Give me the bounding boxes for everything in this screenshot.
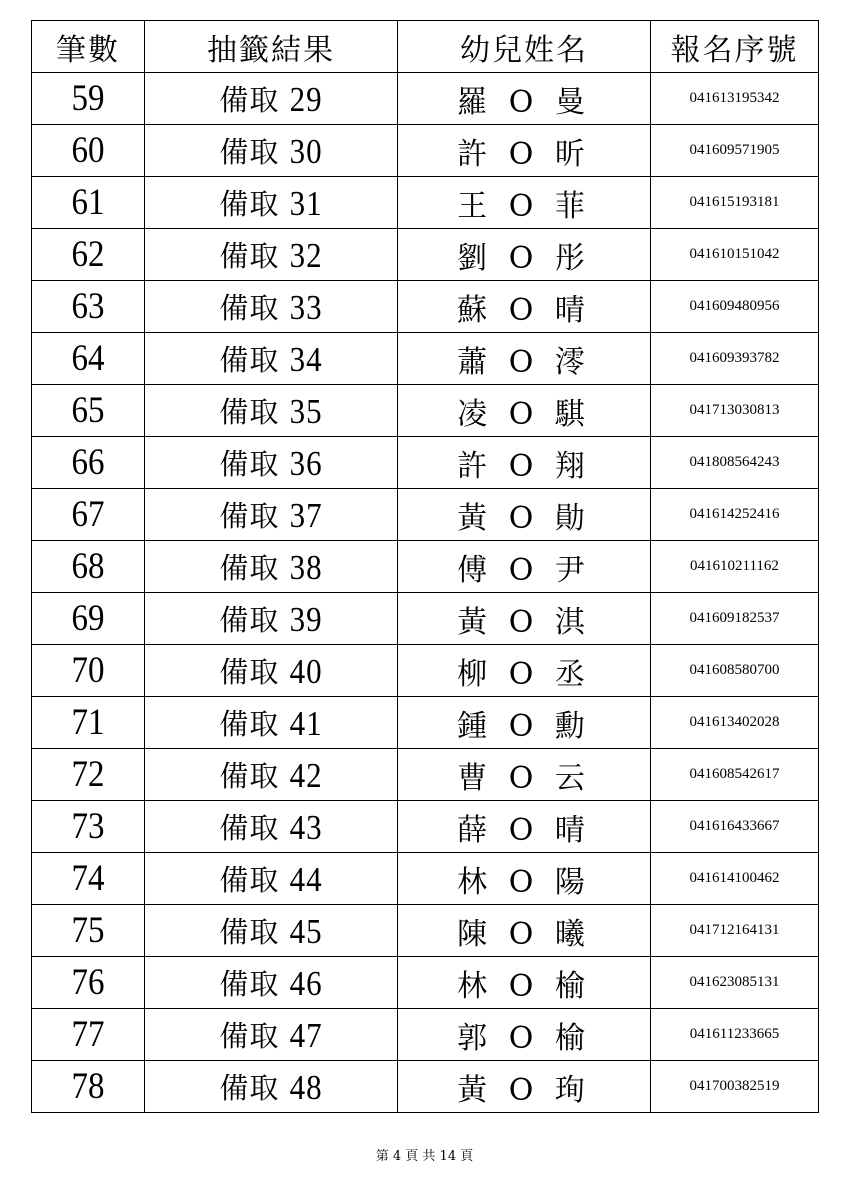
header-draw-result: 抽籤結果 [145, 21, 398, 73]
row-child-name-cell: 王 O 菲 [398, 177, 651, 229]
row-result-cell [145, 801, 398, 853]
result-prefix: 備取 [219, 603, 280, 637]
row-registration-number-cell: 041608542617 [651, 749, 819, 801]
row-child-name-cell: 黃 O 珣 [398, 1061, 651, 1113]
row-count-cell: 68 [32, 537, 145, 595]
result-prefix: 備取 [219, 915, 280, 949]
row-child-name-cell: 黃 O 淇 [398, 593, 651, 645]
row-result-cell [145, 385, 398, 437]
row-child-name-cell: 許 O 翔 [398, 437, 651, 489]
row-result-cell [145, 749, 398, 801]
result-prefix: 備取 [219, 551, 280, 585]
row-count-cell: 67 [32, 485, 145, 543]
row-result-cell [145, 1009, 398, 1061]
row-registration-number-cell: 041610151042 [651, 229, 819, 281]
row-count-cell: 72 [32, 745, 145, 803]
row-child-name-cell: 傅 O 尹 [398, 541, 651, 593]
row-result-cell [145, 489, 398, 541]
row-registration-number-cell: 041611233665 [651, 1009, 819, 1061]
result-number: 40 [289, 651, 323, 692]
result-number: 31 [289, 183, 323, 224]
table-row [32, 1009, 819, 1061]
row-count-cell: 65 [32, 381, 145, 439]
row-count-cell: 71 [32, 693, 145, 751]
result-number: 39 [289, 599, 323, 640]
row-result-cell [145, 645, 398, 697]
row-registration-number-cell: 041609571905 [651, 125, 819, 177]
result-number: 41 [289, 703, 323, 744]
table-row [32, 281, 819, 333]
result-number: 48 [289, 1067, 323, 1108]
result-prefix: 備取 [219, 187, 280, 221]
row-result-cell [145, 437, 398, 489]
row-result-cell [145, 697, 398, 749]
row-count-cell: 59 [32, 69, 145, 127]
result-prefix: 備取 [219, 135, 280, 169]
page-footer: 第 4 頁 共 14 頁 [375, 1149, 474, 1164]
result-number: 32 [289, 235, 323, 276]
table-header-row [32, 21, 819, 73]
row-count-cell: 77 [32, 1005, 145, 1063]
result-prefix: 備取 [219, 291, 280, 325]
result-prefix: 備取 [219, 707, 280, 741]
header-count: 筆數 [32, 21, 145, 73]
row-child-name-cell: 曹 O 云 [398, 749, 651, 801]
row-child-name-cell: 黃 O 勛 [398, 489, 651, 541]
row-registration-number-cell: 041808564243 [651, 437, 819, 489]
row-result-cell [145, 957, 398, 1009]
result-prefix: 備取 [219, 83, 280, 117]
row-registration-number-cell: 041610211162 [651, 541, 819, 593]
row-count-cell: 70 [32, 641, 145, 699]
table-row [32, 73, 819, 125]
row-child-name-cell: 薛 O 晴 [398, 801, 651, 853]
row-result-cell [145, 333, 398, 385]
row-count-cell: 73 [32, 797, 145, 855]
row-registration-number-cell: 041613402028 [651, 697, 819, 749]
row-registration-number-cell: 041609393782 [651, 333, 819, 385]
result-number: 43 [289, 807, 323, 848]
row-result-cell [145, 593, 398, 645]
row-registration-number-cell: 041712164131 [651, 905, 819, 957]
row-count-cell: 69 [32, 589, 145, 647]
row-count-cell: 75 [32, 901, 145, 959]
row-count-cell: 63 [32, 277, 145, 335]
row-count-cell: 60 [32, 121, 145, 179]
result-number: 44 [289, 859, 323, 900]
header-child-name: 幼兒姓名 [398, 21, 651, 73]
result-prefix: 備取 [219, 499, 280, 533]
row-child-name-cell: 劉 O 彤 [398, 229, 651, 281]
row-result-cell [145, 541, 398, 593]
table-row [32, 333, 819, 385]
table-row [32, 593, 819, 645]
row-child-name-cell: 鍾 O 勳 [398, 697, 651, 749]
row-result-cell [145, 905, 398, 957]
result-prefix: 備取 [219, 863, 280, 897]
table-row [32, 125, 819, 177]
row-result-cell [145, 125, 398, 177]
row-count-cell: 64 [32, 329, 145, 387]
result-number: 45 [289, 911, 323, 952]
table-row [32, 749, 819, 801]
table-row [32, 957, 819, 1009]
row-child-name-cell: 凌 O 騏 [398, 385, 651, 437]
row-registration-number-cell: 041623085131 [651, 957, 819, 1009]
row-child-name-cell: 蘇 O 晴 [398, 281, 651, 333]
result-number: 34 [289, 339, 323, 380]
row-child-name-cell: 郭 O 榆 [398, 1009, 651, 1061]
row-count-cell: 61 [32, 173, 145, 231]
row-registration-number-cell: 041608580700 [651, 645, 819, 697]
row-count-cell: 76 [32, 953, 145, 1011]
row-count-cell: 74 [32, 849, 145, 907]
row-result-cell [145, 177, 398, 229]
result-prefix: 備取 [219, 343, 280, 377]
result-number: 47 [289, 1015, 323, 1056]
row-child-name-cell: 林 O 陽 [398, 853, 651, 905]
result-prefix: 備取 [219, 447, 280, 481]
row-child-name-cell: 陳 O 曦 [398, 905, 651, 957]
row-result-cell [145, 1061, 398, 1113]
table-row [32, 177, 819, 229]
result-prefix: 備取 [219, 655, 280, 689]
table-row [32, 437, 819, 489]
header-registration-number: 報名序號 [651, 21, 819, 73]
row-count-cell: 66 [32, 433, 145, 491]
table-row [32, 541, 819, 593]
row-result-cell [145, 281, 398, 333]
row-child-name-cell: 林 O 榆 [398, 957, 651, 1009]
row-count-cell: 62 [32, 225, 145, 283]
row-registration-number-cell: 041713030813 [651, 385, 819, 437]
result-prefix: 備取 [219, 967, 280, 1001]
result-number: 37 [289, 495, 323, 536]
table-row [32, 853, 819, 905]
result-prefix: 備取 [219, 239, 280, 273]
result-number: 33 [289, 287, 323, 328]
table-row [32, 697, 819, 749]
row-registration-number-cell: 041616433667 [651, 801, 819, 853]
result-number: 35 [289, 391, 323, 432]
table-row [32, 489, 819, 541]
row-child-name-cell: 柳 O 丞 [398, 645, 651, 697]
row-result-cell [145, 853, 398, 905]
row-registration-number-cell: 041614252416 [651, 489, 819, 541]
result-number: 42 [289, 755, 323, 796]
row-registration-number-cell: 041609480956 [651, 281, 819, 333]
row-registration-number-cell: 041609182537 [651, 593, 819, 645]
result-number: 30 [289, 131, 323, 172]
table-row [32, 801, 819, 853]
row-child-name-cell: 許 O 昕 [398, 125, 651, 177]
row-count-cell: 78 [32, 1057, 145, 1115]
result-number: 36 [289, 443, 323, 484]
row-registration-number-cell: 041613195342 [651, 73, 819, 125]
table-row [32, 905, 819, 957]
result-prefix: 備取 [219, 759, 280, 793]
table-body [32, 73, 819, 1113]
row-result-cell [145, 73, 398, 125]
row-registration-number-cell: 041700382519 [651, 1061, 819, 1113]
table-row [32, 645, 819, 697]
result-prefix: 備取 [219, 1019, 280, 1053]
table-row [32, 1061, 819, 1113]
row-child-name-cell: 蕭 O 澪 [398, 333, 651, 385]
row-result-cell [145, 229, 398, 281]
row-child-name-cell: 羅 O 曼 [398, 73, 651, 125]
row-registration-number-cell: 041615193181 [651, 177, 819, 229]
result-number: 29 [289, 79, 323, 120]
table-row [32, 229, 819, 281]
lottery-results-table [31, 20, 819, 1113]
result-prefix: 備取 [219, 395, 280, 429]
result-prefix: 備取 [219, 1071, 280, 1105]
result-prefix: 備取 [219, 811, 280, 845]
table-row [32, 385, 819, 437]
result-number: 46 [289, 963, 323, 1004]
result-number: 38 [289, 547, 323, 588]
row-registration-number-cell: 041614100462 [651, 853, 819, 905]
